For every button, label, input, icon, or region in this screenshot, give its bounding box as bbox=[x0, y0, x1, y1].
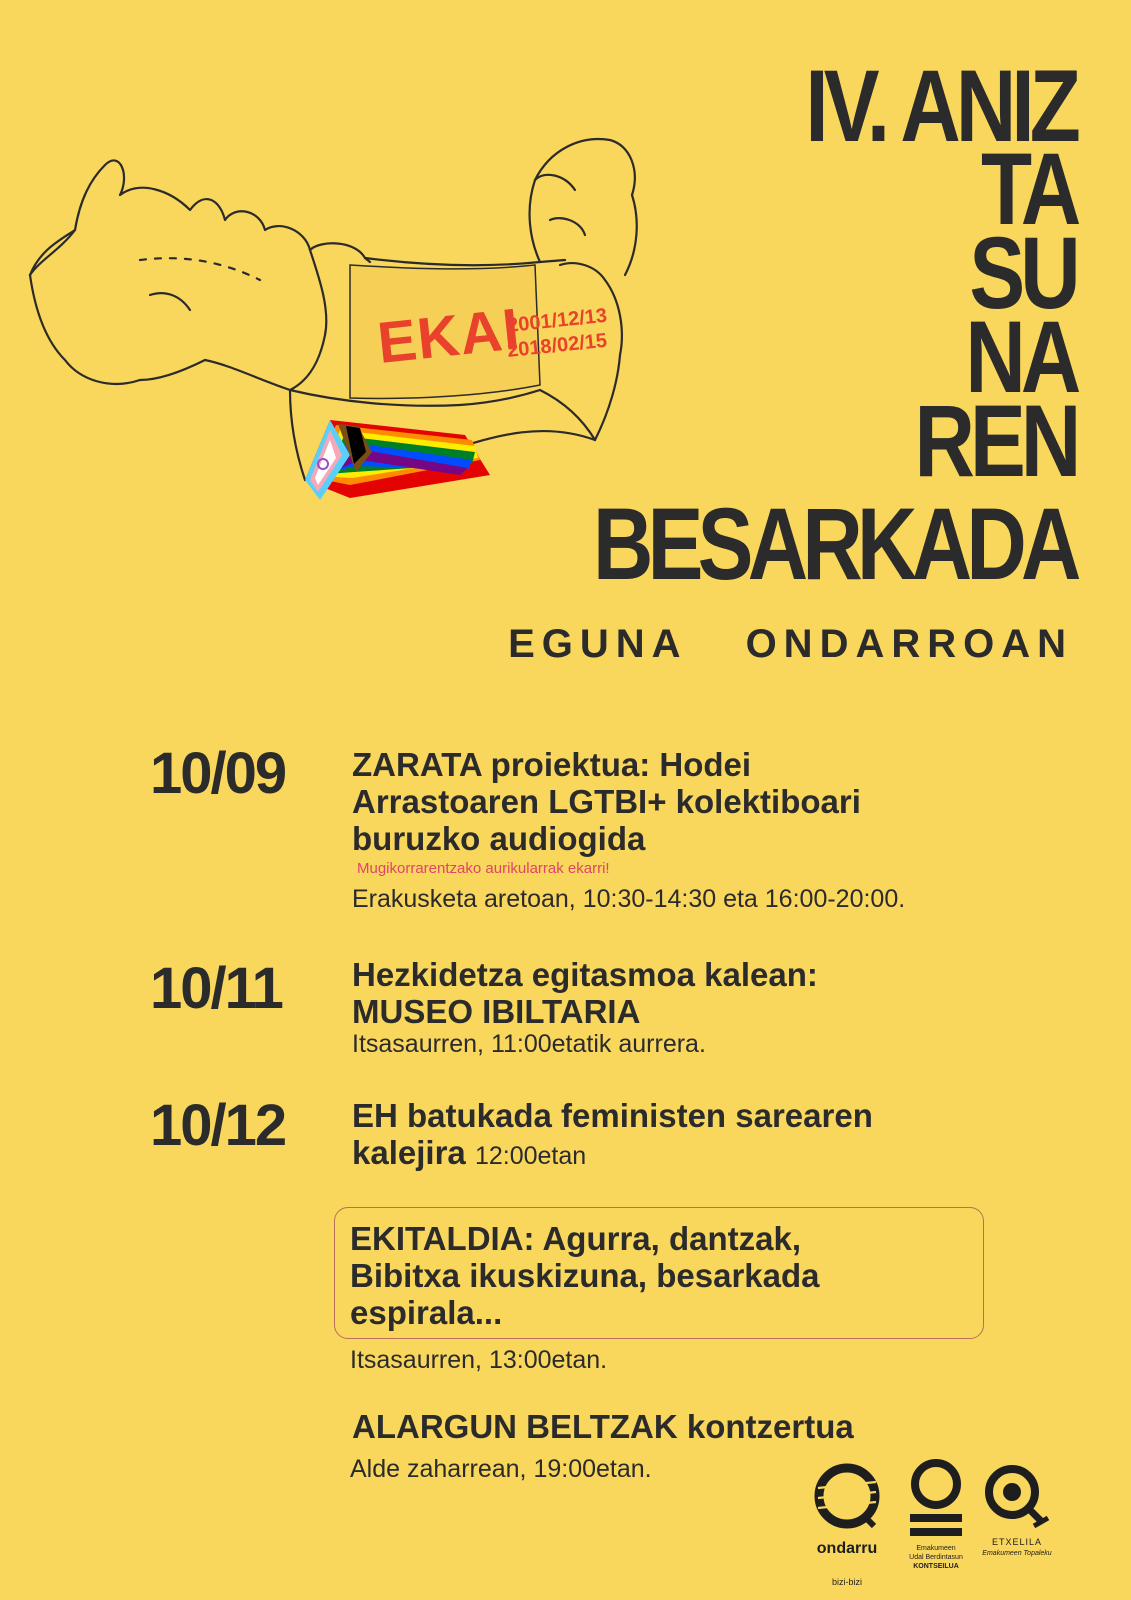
event-note-1: Mugikorrarentzako aurikularrak ekarri! bbox=[357, 860, 610, 877]
hands-holding-arm-illustration bbox=[20, 80, 640, 540]
event-detail-2: Itsasaurren, 11:00etatik aurrera. bbox=[352, 1030, 706, 1058]
ondarru-logo-icon bbox=[812, 1458, 882, 1540]
ekitaldia-title-line-3: espirala... bbox=[350, 1294, 503, 1331]
ekitaldia-title bbox=[350, 1220, 1050, 1331]
title-line-1: IV. ANIZ bbox=[805, 49, 1076, 163]
event-title-2-line-1: Hezkidetza egitasmoa kalean: bbox=[352, 956, 818, 993]
event-title-1-line-3: buruzko audiogida bbox=[352, 820, 646, 857]
event-title-1 bbox=[352, 746, 1052, 857]
ekai-brand: EKAI bbox=[374, 296, 524, 376]
event-date-3: 10/12 bbox=[150, 1093, 286, 1158]
etxelila-logo-name: ETXELILA bbox=[991, 1537, 1043, 1547]
event-title-1-line-2: Arrastoaren LGTBI+ kolektiboari bbox=[352, 783, 861, 820]
etxelila-logo-icon bbox=[976, 1460, 1060, 1536]
ekitaldia-detail: Itsasaurren, 13:00etan. bbox=[350, 1346, 608, 1374]
subtitle-word-2: ONDARROAN bbox=[745, 622, 1073, 666]
concert-title: ALARGUN BELTZAK kontzertua bbox=[352, 1408, 854, 1445]
title-line-6: BESARKADA bbox=[593, 487, 1076, 601]
kontseilua-logo-line-2: Udal Berdintasun bbox=[909, 1554, 963, 1561]
event-title-3-kalejira: kalejira bbox=[352, 1134, 466, 1171]
subtitle bbox=[508, 622, 1073, 667]
event-date-2: 10/11 bbox=[150, 956, 282, 1021]
ondarru-logo-tagline: bizi-bizi bbox=[831, 1577, 862, 1587]
event-title-1-line-1: ZARATA proiektua: Hodei bbox=[352, 746, 752, 783]
progress-pride-flag-icon bbox=[305, 420, 490, 500]
event-detail-1: Erakusketa aretoan, 10:30-14:30 eta 16:00-20:00. bbox=[352, 885, 906, 913]
bracelet-date-1: 2001/12/13 bbox=[506, 304, 609, 337]
event-title-3-line-1: EH batukada feministen sarearen bbox=[352, 1097, 873, 1134]
event-title-3 bbox=[352, 1097, 1052, 1175]
event-time-3: 12:00etan bbox=[474, 1142, 587, 1170]
title-line-3: SU bbox=[969, 216, 1076, 330]
etxelila-logo-tagline: Emakumeen Topaleku bbox=[982, 1550, 1052, 1557]
event-date-1: 10/09 bbox=[150, 741, 286, 806]
title-line-4: NA bbox=[965, 300, 1076, 414]
right-hand-outline bbox=[530, 139, 635, 262]
ekitaldia-title-line-1: EKITALDIA: Agurra, dantzak, bbox=[350, 1220, 802, 1257]
bracelet-date-2: 2018/02/15 bbox=[506, 329, 609, 362]
left-hand-outline bbox=[30, 160, 370, 275]
subtitle-word-1: EGUNA bbox=[508, 622, 688, 666]
central-arm-outline bbox=[365, 258, 565, 265]
concert-detail: Alde zaharrean, 19:00etan. bbox=[350, 1455, 652, 1483]
event-title-3-line-2 bbox=[352, 1134, 1052, 1175]
kontseilua-logo-icon bbox=[906, 1458, 966, 1550]
kontseilua-logo-line-1: Emakumeen bbox=[916, 1545, 956, 1552]
kontseilua-logo-line-3: KONTSEILUA bbox=[913, 1563, 959, 1570]
ekitaldia-title-line-2: Bibitxa ikuskizuna, besarkada bbox=[350, 1257, 820, 1294]
event-title-2-line-2: MUSEO IBILTARIA bbox=[352, 993, 641, 1030]
title-line-5: REN bbox=[914, 384, 1076, 498]
event-title-2 bbox=[352, 956, 1052, 1030]
ondarru-logo-name: ondarru bbox=[816, 1540, 878, 1557]
title-line-2: TA bbox=[980, 132, 1076, 246]
